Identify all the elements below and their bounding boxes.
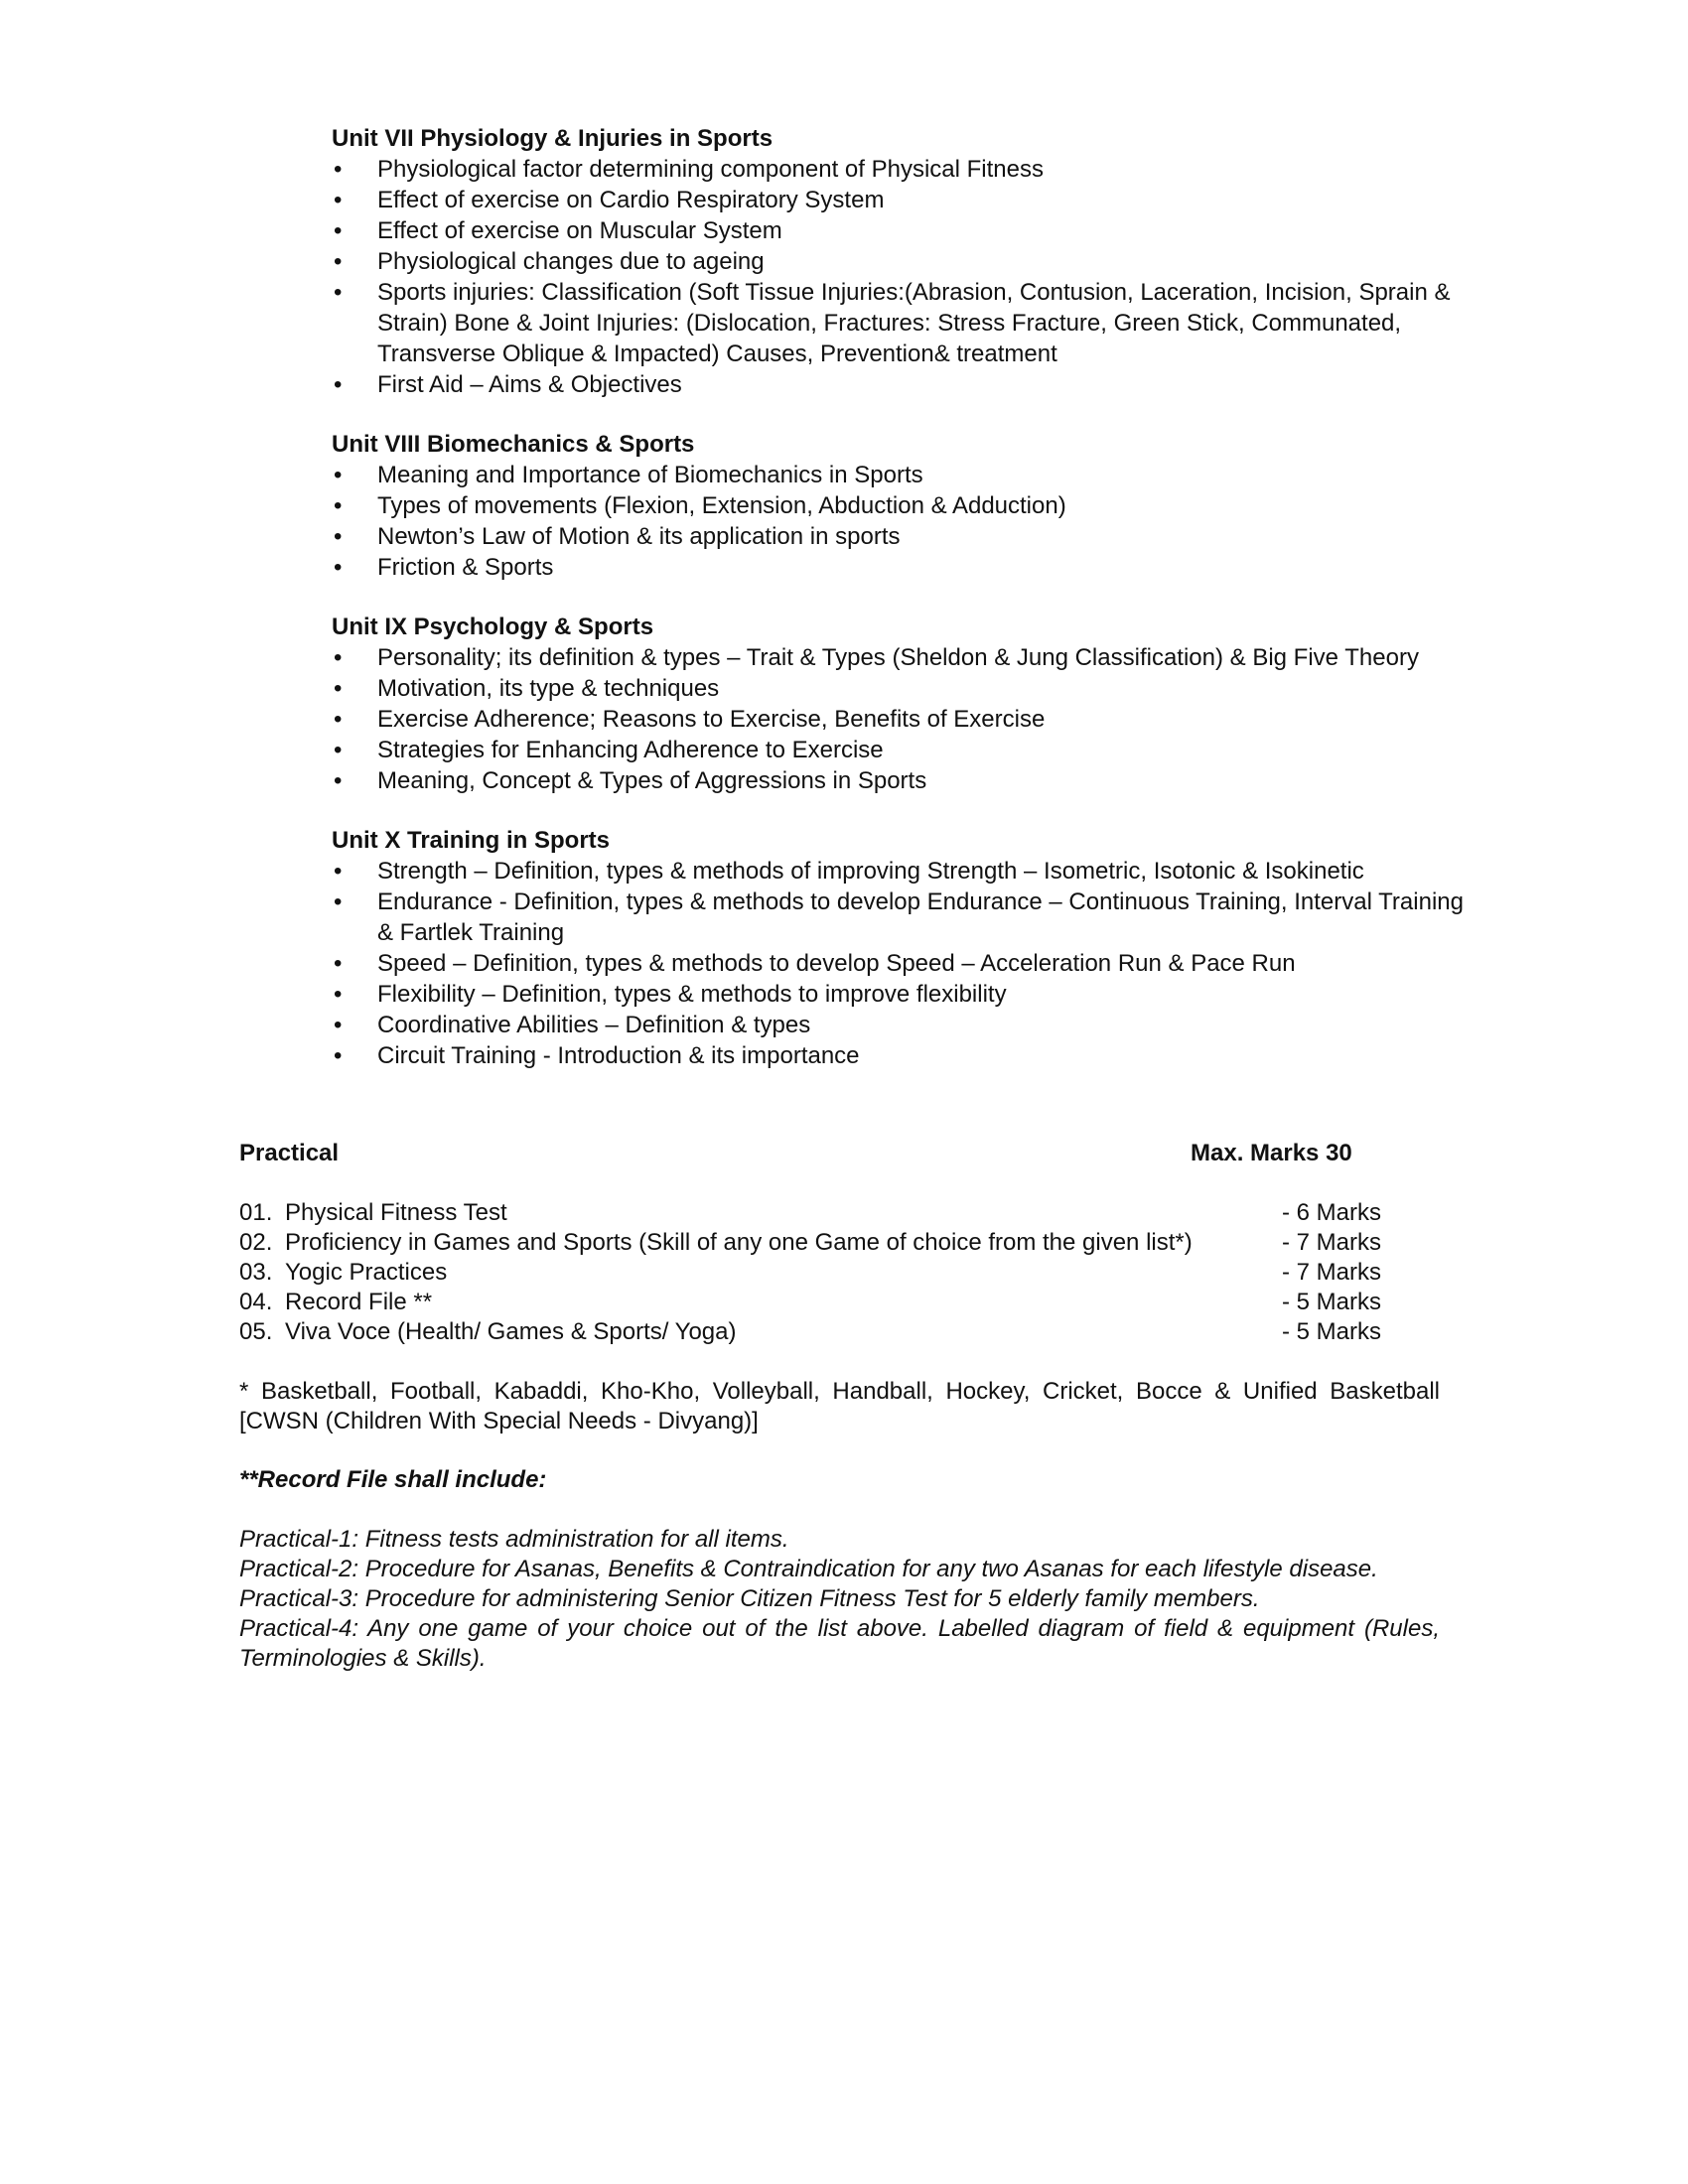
record-item: Practical-2: Procedure for Asanas, Benefits & Contraindication for any two Asanas for each lifestyle disease. — [239, 1556, 1378, 1582]
practical-title: Practical — [239, 1140, 340, 1166]
bullet-icon: • — [334, 492, 343, 519]
list-item: • Coordinative Abilities – Definition & types — [334, 1012, 811, 1038]
list-item: • Strength – Definition, types & methods of improving Strength – Isometric, Isotonic & Isokinetic — [334, 858, 1364, 885]
list-item: • Endurance - Definition, types & methods to develop Endurance – Continuous Training, Interval Training & Fartlek Training — [334, 888, 1464, 946]
list-item: • Motivation, its type & techniques — [334, 675, 720, 702]
bullet-icon: • — [334, 462, 343, 488]
list-item: • Physiological changes due to ageing — [334, 248, 765, 275]
row-text: Yogic Practices — [285, 1259, 448, 1286]
bullet-icon: • — [334, 554, 343, 581]
row-text: Proficiency in Games and Sports (Skill of any one Game of choice from the given list*) — [285, 1229, 1193, 1256]
bullet-list — [332, 460, 1483, 583]
list-item: • Meaning and Importance of Biomechanics in Sports — [334, 462, 923, 488]
table-row — [239, 1258, 1381, 1288]
unit-title: Unit VII Physiology & Injuries in Sports — [332, 125, 774, 152]
record-item: Practical-4: Any one game of your choice out of the list above. Labelled diagram of field & equipment (Rules, Terminologies & Skills). — [239, 1615, 1440, 1672]
list-item: • Exercise Adherence; Reasons to Exercise, Benefits of Exercise — [334, 706, 1046, 733]
row-number: 01. — [239, 1199, 273, 1226]
bullet-icon: • — [334, 706, 343, 733]
max-marks: Max. Marks 30 — [1191, 1140, 1352, 1166]
marks-table — [239, 1198, 1381, 1347]
bullet-icon: • — [334, 981, 343, 1008]
row-number: 05. — [239, 1318, 273, 1345]
bullet-icon: • — [334, 858, 343, 885]
list-item: • Effect of exercise on Cardio Respiratory System — [334, 187, 885, 213]
row-marks: - 7 Marks — [1281, 1259, 1381, 1286]
unit-9 — [332, 612, 1483, 796]
list-item: • Types of movements (Flexion, Extension, Abduction & Adduction) — [334, 492, 1066, 519]
bullet-icon: • — [334, 523, 343, 550]
list-item: • Speed – Definition, types & methods to develop Speed – Acceleration Run & Pace Run — [334, 950, 1296, 977]
record-file-heading: **Record File shall include: — [239, 1466, 547, 1493]
unit-title: Unit VIII Biomechanics & Sports — [332, 431, 695, 458]
row-text: Viva Voce (Health/ Games & Sports/ Yoga) — [285, 1318, 737, 1345]
practical-header — [239, 1139, 1381, 1168]
list-item: • Personality; its definition & types – Trait & Types (Sheldon & Jung Classification) & Big Five Theory — [334, 644, 1419, 671]
row-marks: - 5 Marks — [1281, 1318, 1381, 1345]
row-marks: - 6 Marks — [1281, 1199, 1381, 1226]
bullet-icon: • — [334, 156, 343, 183]
bullet-icon: • — [334, 737, 343, 763]
bullet-icon: • — [334, 888, 343, 915]
table-row — [239, 1198, 1381, 1228]
bullet-icon: • — [334, 675, 343, 702]
unit-title: Unit IX Psychology & Sports — [332, 614, 654, 640]
bullet-icon: • — [334, 950, 343, 977]
list-item: • Flexibility – Definition, types & methods to improve flexibility — [334, 981, 1007, 1008]
table-row — [239, 1317, 1381, 1347]
practical-section — [239, 1139, 1440, 1674]
list-item: • Strategies for Enhancing Adherence to Exercise — [334, 737, 884, 763]
unit-title: Unit X Training in Sports — [332, 827, 611, 854]
list-item: • Sports injuries: Classification (Soft Tissue Injuries:(Abrasion, Contusion, Laceration, Incision, Sprain & Strain) Bone & Joint Injuries: (Dislocation, Fractures: Stress Fracture, Green Stick, Communated, Transverse Oblique & Impacted) Causes, Prevention& treatment — [334, 279, 1451, 367]
row-text: Physical Fitness Test — [285, 1199, 507, 1226]
bullet-icon: • — [334, 1042, 343, 1069]
row-marks: - 5 Marks — [1281, 1289, 1381, 1315]
list-item: • First Aid – Aims & Objectives — [334, 371, 682, 398]
bullet-icon: • — [334, 187, 343, 213]
bullet-list — [332, 154, 1483, 400]
bullet-icon: • — [334, 371, 343, 398]
bullet-icon: • — [334, 217, 343, 244]
list-item: • Friction & Sports — [334, 554, 554, 581]
record-item: Practical-3: Procedure for administering Senior Citizen Fitness Test for 5 elderly family members. — [239, 1585, 1260, 1612]
list-item: • Circuit Training - Introduction & its importance — [334, 1042, 860, 1069]
table-row — [239, 1288, 1381, 1317]
unit-10 — [332, 825, 1483, 1071]
bullet-list — [332, 856, 1483, 1071]
row-number: 02. — [239, 1229, 273, 1256]
games-note: * Basketball, Football, Kabaddi, Kho-Kho, Volleyball, Handball, Hockey, Cricket, Bocce & Unified Basketball [CWSN (Children With Special Needs - Divyang)] — [239, 1378, 1440, 1434]
list-item: • Physiological factor determining component of Physical Fitness — [334, 156, 1044, 183]
bullet-list — [332, 642, 1483, 796]
record-file-items — [239, 1525, 1440, 1674]
unit-7 — [332, 123, 1483, 400]
table-row — [239, 1228, 1381, 1258]
row-number: 04. — [239, 1289, 273, 1315]
units-section — [332, 123, 1483, 1100]
bullet-icon: • — [334, 248, 343, 275]
bullet-icon: • — [334, 1012, 343, 1038]
row-text: Record File ** — [285, 1289, 433, 1315]
list-item: • Meaning, Concept & Types of Aggressions in Sports — [334, 767, 927, 794]
bullet-icon: • — [334, 767, 343, 794]
unit-8 — [332, 429, 1483, 583]
row-marks: - 7 Marks — [1281, 1229, 1381, 1256]
bullet-icon: • — [334, 279, 343, 306]
row-number: 03. — [239, 1259, 273, 1286]
bullet-icon: • — [334, 644, 343, 671]
record-item: Practical-1: Fitness tests administration for all items. — [239, 1526, 789, 1553]
list-item: • Newton’s Law of Motion & its application in sports — [334, 523, 901, 550]
list-item: • Effect of exercise on Muscular System — [334, 217, 782, 244]
